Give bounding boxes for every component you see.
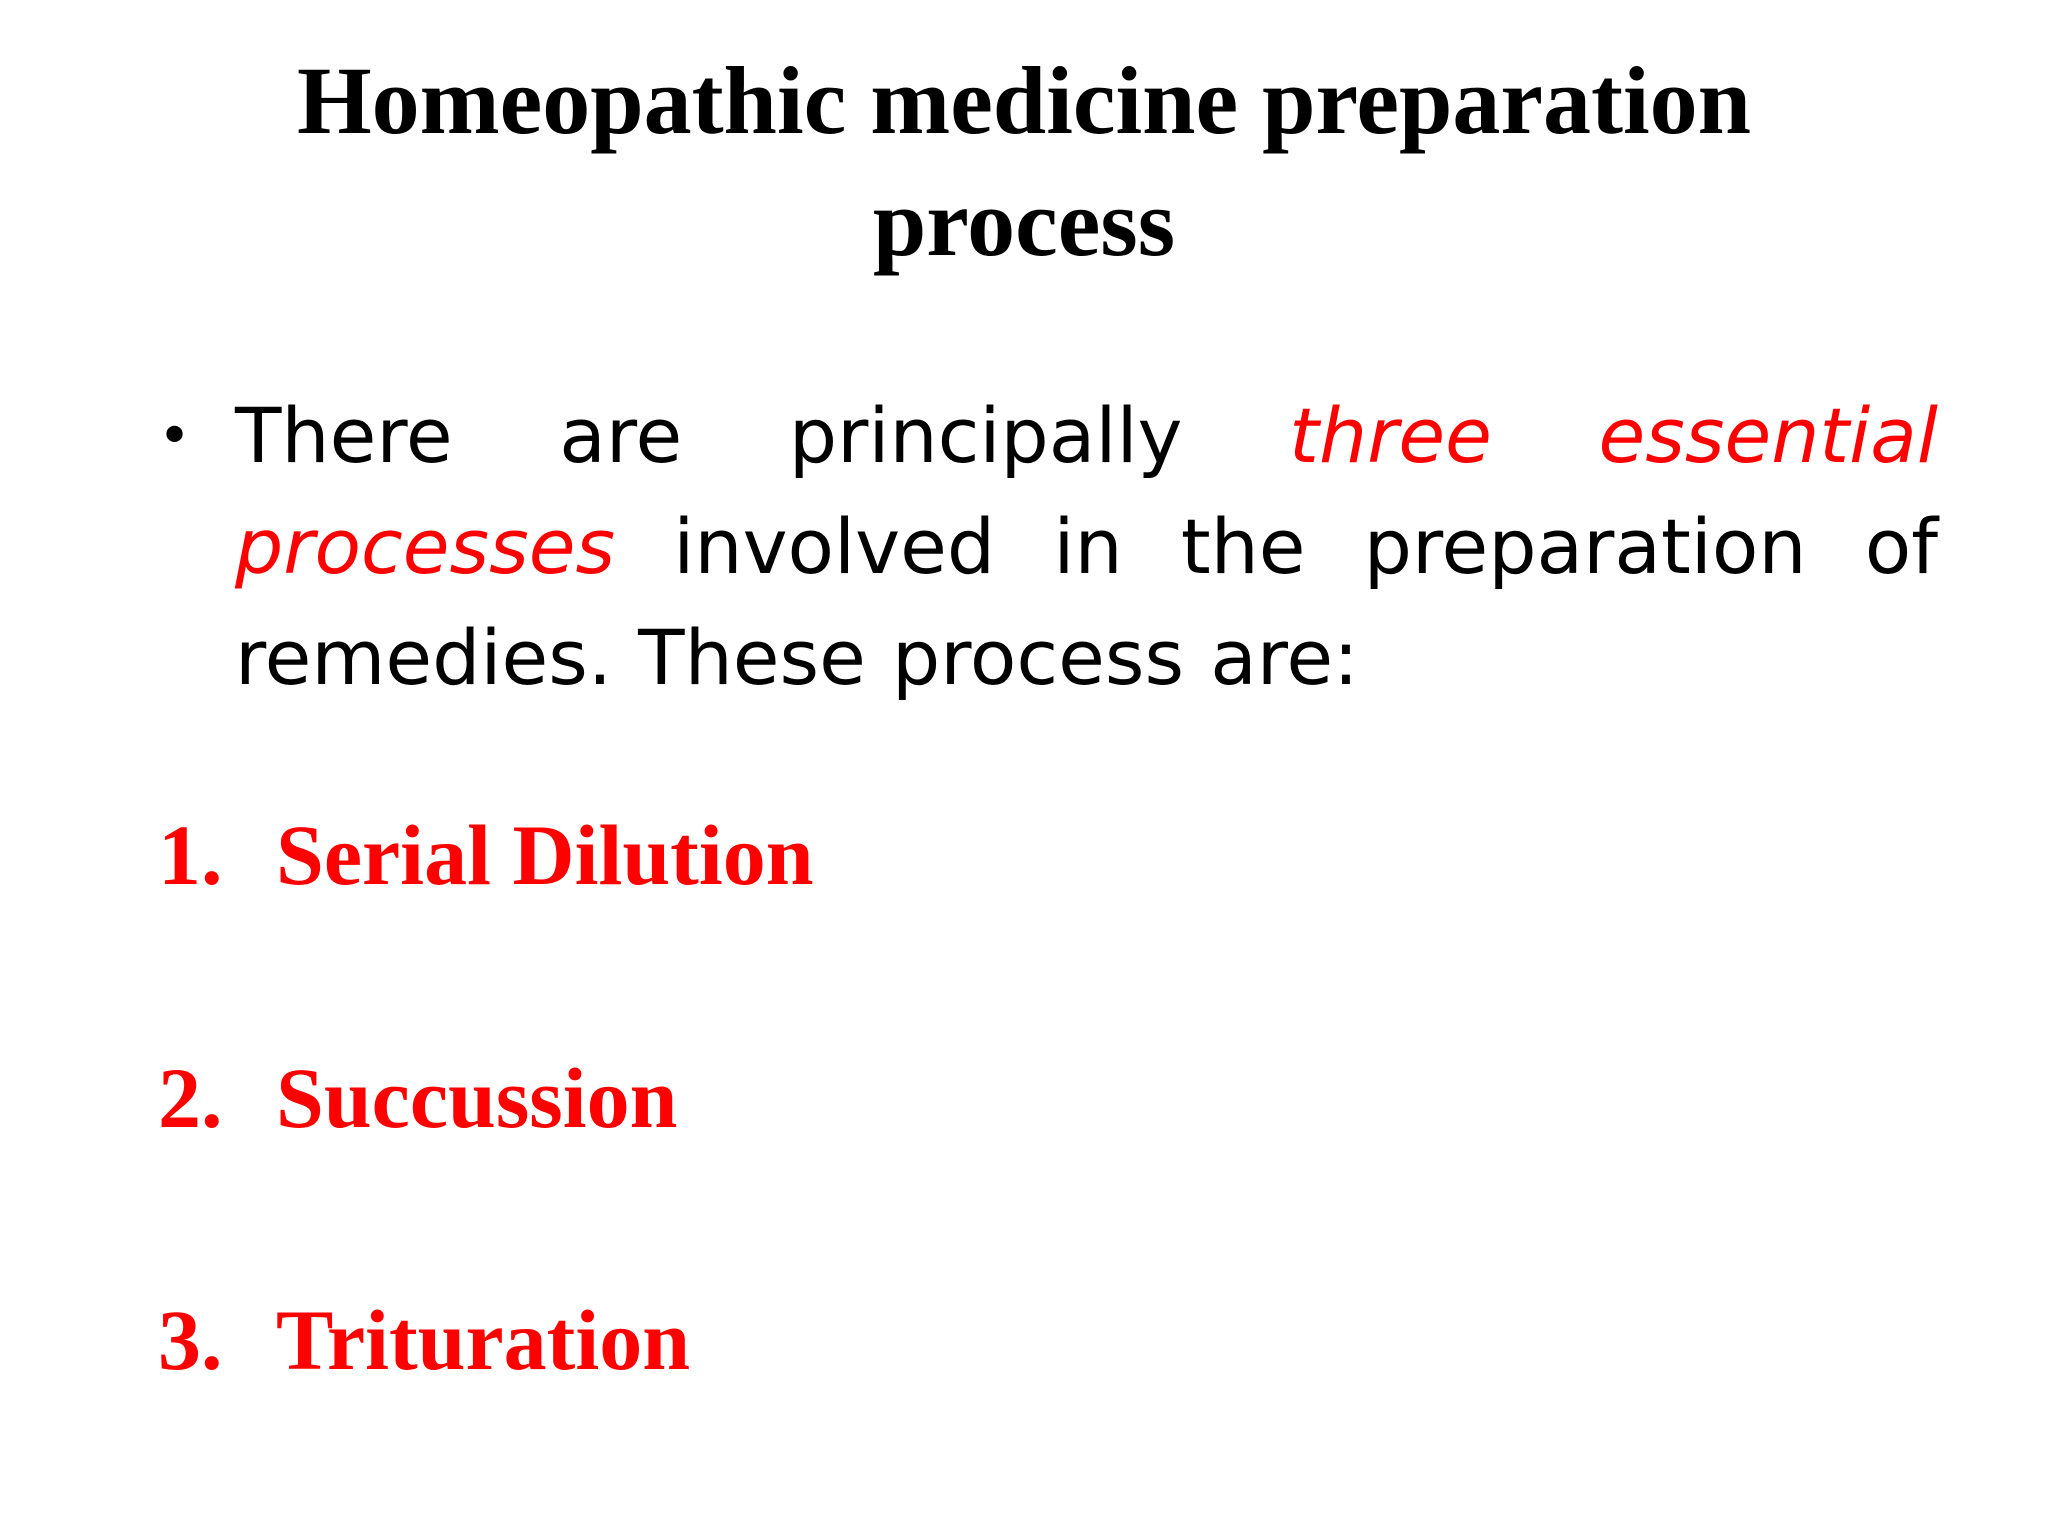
bullet-emphasis: three essential processes: [235, 391, 1938, 591]
list-item-label: Succussion: [276, 1050, 678, 1146]
list-item-number: 2.: [158, 1050, 223, 1146]
list-item-label: Serial Dilution: [276, 807, 814, 903]
list-item: [158, 1290, 690, 1390]
list-item: [158, 1048, 678, 1148]
slide-title: Homeopathic medicine preparation process: [296, 47, 1752, 276]
bullet-text-start: There are principally: [235, 391, 1290, 480]
list-item-number: 1.: [158, 807, 223, 903]
bullet-dot-icon: •: [158, 404, 192, 469]
list-item: [158, 805, 814, 905]
list-item-label: Trituration: [276, 1292, 691, 1388]
list-item-number: 3.: [158, 1292, 223, 1388]
bullet-text: [235, 380, 1938, 713]
bullet-text-end: involved in the preparation of remedies. These process are:: [235, 502, 1938, 702]
